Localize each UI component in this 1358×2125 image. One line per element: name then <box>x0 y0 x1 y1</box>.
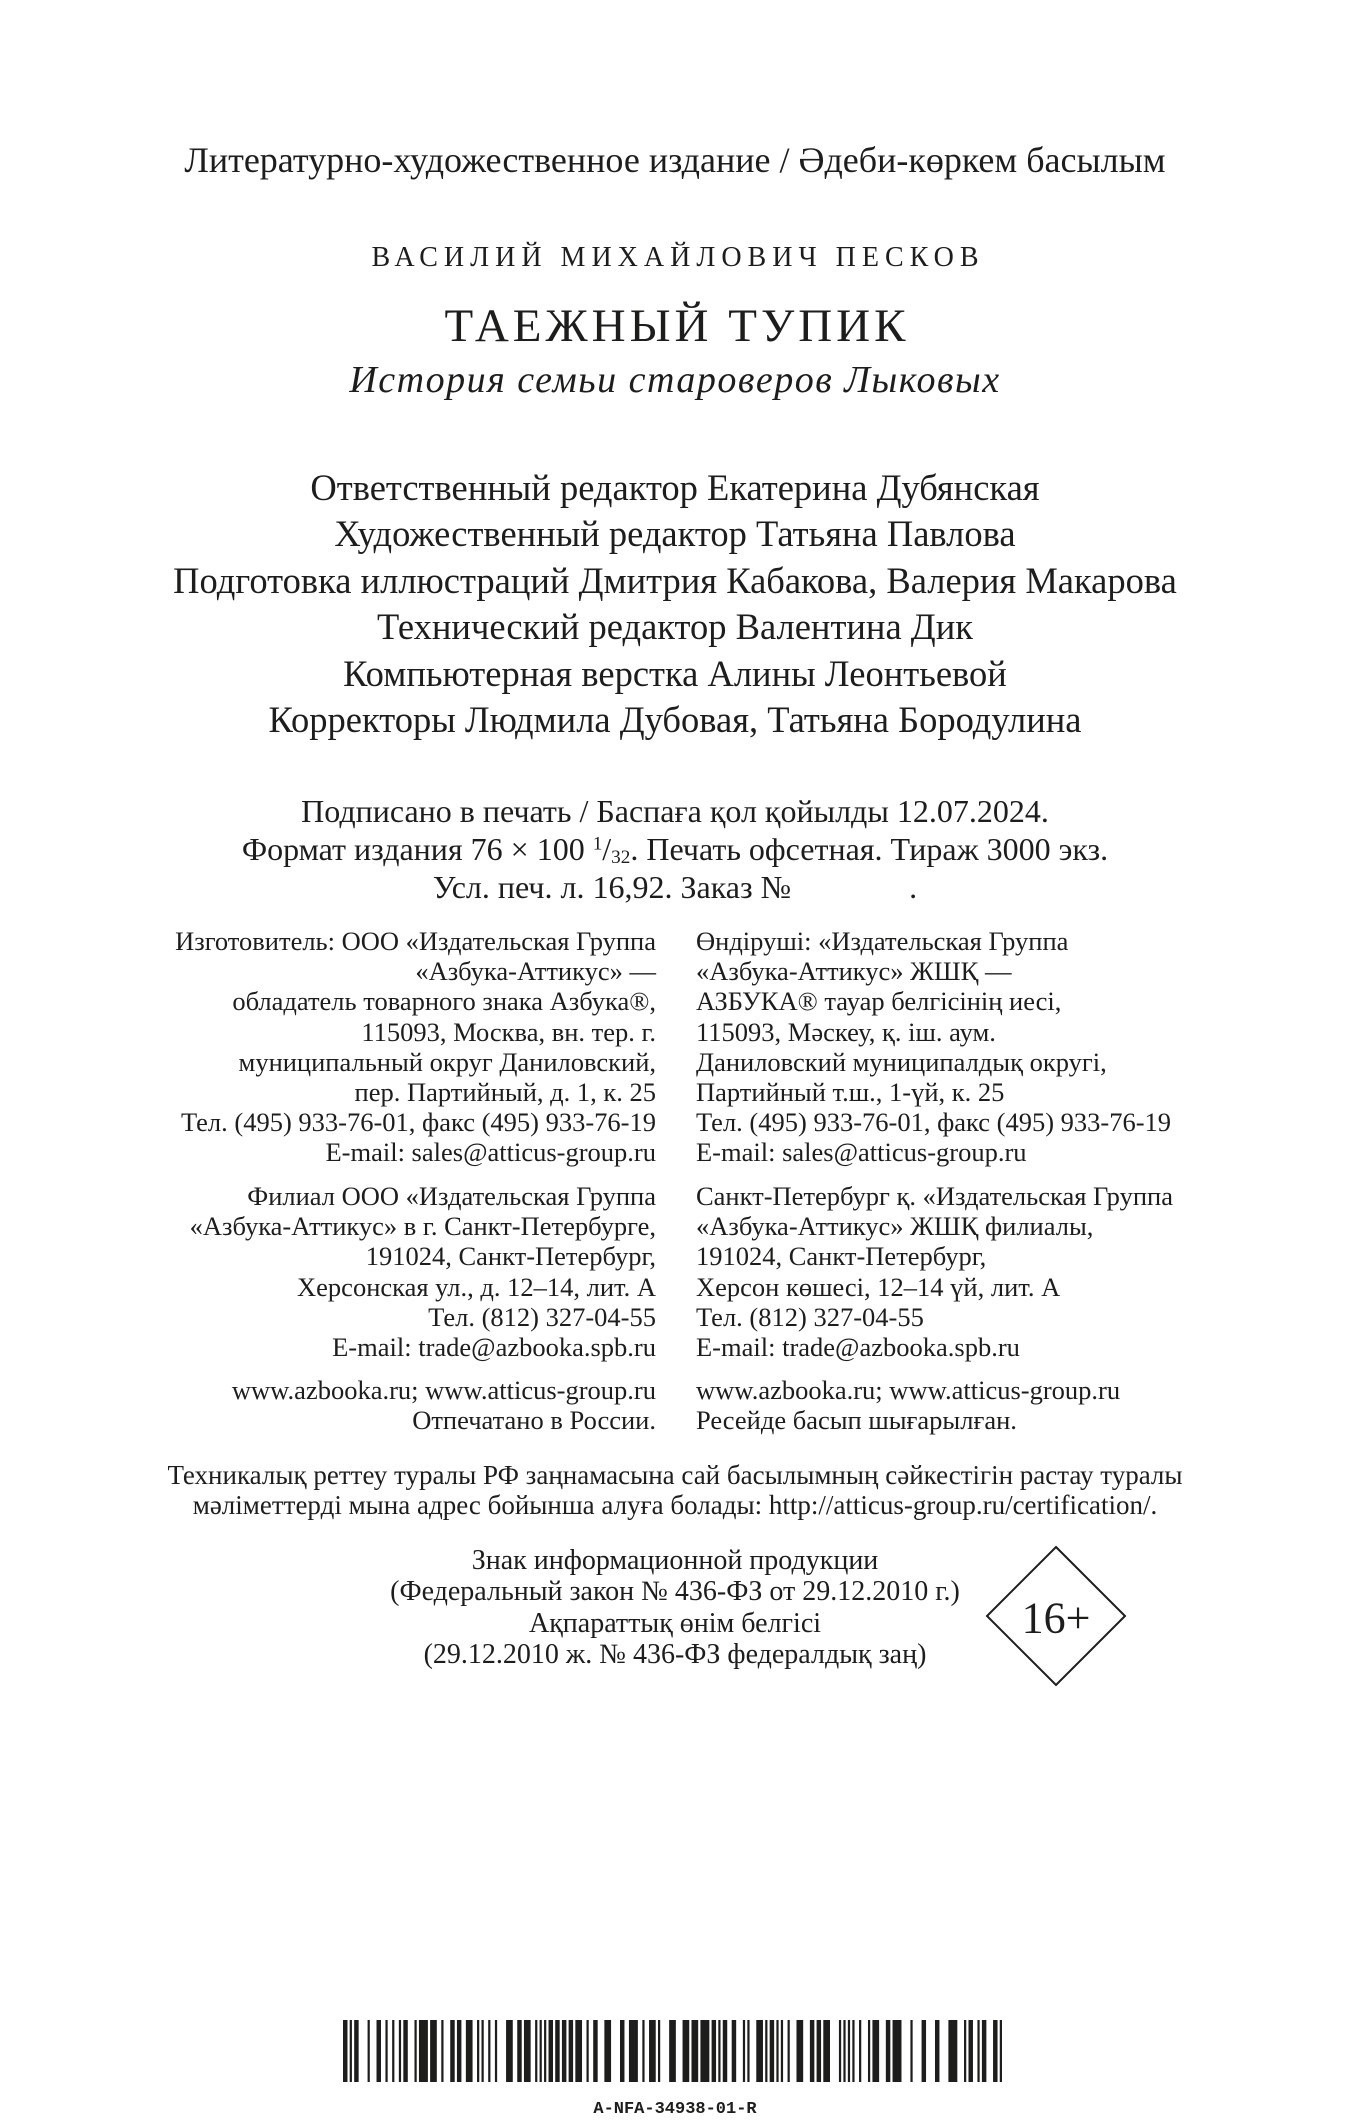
printed-in-ru-line: Отпечатано в России. <box>412 1405 656 1436</box>
branch-kz-line: 191024, Санкт-Петербург, <box>696 1241 987 1272</box>
barcode-bar <box>852 2020 854 2082</box>
websites-kz <box>696 1375 1120 1435</box>
book-title: ТАЕЖНЫЙ ТУПИК <box>444 300 910 352</box>
barcode-bar <box>354 2020 358 2082</box>
barcode-bar <box>506 2020 513 2082</box>
barcode-bar <box>872 2020 879 2082</box>
barcode-bar <box>964 2020 966 2082</box>
branch-ru-line: «Азбука-Аттикус» в г. Санкт-Петербурге, <box>189 1211 656 1242</box>
barcode-bar <box>544 2020 546 2082</box>
barcode-bar <box>788 2020 790 2082</box>
barcode-bar <box>414 2020 416 2082</box>
manufacturer-kz-line: «Азбука-Аттикус» ЖШҚ — <box>696 956 1012 987</box>
barcode-bar <box>810 2020 814 2082</box>
barcode-bar <box>948 2020 957 2082</box>
info-sign-line: (Федеральный закон № 436-ФЗ от 29.12.2010 г.) <box>390 1576 960 1607</box>
age-rating-label: 16+ <box>1021 1593 1091 1643</box>
barcode-bar <box>593 2020 597 2082</box>
manufacturer-ru-line: пер. Партийный, д. 1, к. 25 <box>354 1077 656 1108</box>
info-sign-line: (29.12.2010 ж. № 436-ФЗ федералдық заң) <box>423 1639 927 1670</box>
barcode-bar <box>977 2020 979 2082</box>
manufacturer-ru-line: Тел. (495) 933-76-01, факс (495) 933-76-19 <box>180 1107 656 1138</box>
websites-ru-line: www.azbooka.ru; www.atticus-group.ru <box>231 1375 656 1405</box>
barcode-bar <box>823 2020 830 2082</box>
branch-kz-line: E-mail: trade@azbooka.spb.ru <box>696 1332 1020 1363</box>
format-text: Формат издания 76 × 100 <box>241 830 593 867</box>
barcode-bar <box>732 2020 736 2082</box>
barcode-bar <box>368 2020 370 2082</box>
barcode-bar <box>457 2020 461 2082</box>
barcode-bar <box>604 2020 611 2082</box>
barcode-bar <box>477 2020 479 2082</box>
barcode-bar <box>488 2020 490 2082</box>
manufacturer-ru-line: Изготовитель: ООО «Издательская Группа <box>175 926 656 956</box>
barcode-bar <box>569 2020 573 2082</box>
barcode-bar <box>712 2020 716 2082</box>
barcode-bar <box>649 2020 656 2082</box>
credit-line: Художественный редактор Татьяна Павлова <box>334 513 1016 555</box>
branch-ru <box>190 1181 656 1362</box>
barcode <box>343 2020 1002 2082</box>
barcode-bar <box>848 2020 850 2082</box>
certification-note-line: Техникалық реттеу туралы РФ заңнамасына сай басылымның сәйкестігін растау туралы <box>167 1460 1183 1490</box>
order-end: . <box>909 868 918 905</box>
manufacturer-kz-line: Тел. (495) 933-76-01, факс (495) 933-76-19 <box>696 1107 1172 1138</box>
printed-in-kz-line: Ресейде басып шығарылған. <box>696 1405 1017 1436</box>
branch-kz-line: «Азбука-Аттикус» ЖШҚ филиалы, <box>696 1211 1094 1242</box>
barcode-bar <box>466 2020 473 2082</box>
barcode-bar <box>723 2020 727 2082</box>
branch-ru-line: Филиал ООО «Издательская Группа <box>247 1181 656 1211</box>
barcode-bar <box>495 2020 497 2082</box>
barcode-bar <box>817 2020 821 2082</box>
barcode-bar <box>350 2020 352 2082</box>
websites-ru <box>232 1375 656 1435</box>
book-subtitle: История семьи староверов Лыковых <box>349 359 1001 401</box>
barcode-bar <box>441 2020 443 2082</box>
barcode-bar <box>765 2020 767 2082</box>
barcode-bar <box>562 2020 566 2082</box>
sheets-order-text: Усл. печ. л. 16,92. Заказ № <box>432 868 792 905</box>
manufacturer-ru-line: «Азбука-Аттикус» — <box>415 956 656 987</box>
barcode-bar <box>385 2020 387 2082</box>
barcode-bar <box>419 2020 428 2082</box>
branch-kz-line: Херсон көшесі, 12–14 үй, лит. А <box>696 1271 1061 1302</box>
branch-ru-line: 191024, Санкт-Петербург, <box>365 1241 656 1272</box>
info-product-sign <box>0 1545 1350 1671</box>
manufacturer-kz-line: E-mail: sales@atticus-group.ru <box>696 1137 1027 1168</box>
websites-kz-line: www.azbooka.ru; www.atticus-group.ru <box>696 1375 1121 1405</box>
barcode-bar <box>392 2020 394 2082</box>
credit-line: Технический редактор Валентина Дик <box>377 606 973 648</box>
barcode-bar <box>859 2020 861 2082</box>
branch-kz <box>696 1181 1173 1362</box>
branch-kz-line: Санкт-Петербург қ. «Издательская Группа <box>696 1181 1173 1211</box>
barcode-bar <box>642 2020 644 2082</box>
manufacturer-kz-line: АЗБУКА® тауар белгісінің иесі, <box>696 986 1062 1017</box>
barcode-bar <box>993 2020 997 2082</box>
author-name: ВАСИЛИЙ МИХАЙЛОВИЧ ПЕСКОВ <box>371 242 985 273</box>
barcode-bar <box>982 2020 986 2082</box>
credits-block <box>0 465 1350 743</box>
branch-ru-line: E-mail: trade@azbooka.spb.ru <box>332 1332 656 1363</box>
manufacturer-kz-line: Партийный т.ш., 1-үй, к. 25 <box>696 1077 1005 1108</box>
manufacturer-ru-line: обладатель товарного знака Азбука®, <box>232 986 656 1017</box>
barcode-bar <box>910 2020 912 2082</box>
barcode-bar <box>620 2020 624 2082</box>
format-fraction-slash: / <box>602 830 612 867</box>
manufacturer-kz-line: 115093, Мәскеу, қ. іш. аум. <box>696 1016 996 1047</box>
manufacturer-ru-line: муниципальный округ Даниловский, <box>238 1046 656 1077</box>
barcode-bar <box>893 2020 902 2082</box>
barcode-bar <box>781 2020 783 2082</box>
credit-line: Компьютерная верстка Алины Леонтьевой <box>343 652 1007 694</box>
print-format-line <box>0 831 1350 869</box>
barcode-bar <box>555 2020 559 2082</box>
barcode-bar <box>343 2020 347 2082</box>
barcode-bar <box>549 2020 553 2082</box>
info-sign-line: Ақпараттық өнім белгісі <box>528 1607 822 1639</box>
format-details: . Печать офсетная. Тираж 3000 экз. <box>630 830 1109 867</box>
barcode-bar <box>839 2020 841 2082</box>
barcode-bar <box>770 2020 774 2082</box>
barcode-bar <box>575 2020 582 2082</box>
barcode-bar <box>743 2020 745 2082</box>
info-sign-line: Знак информационной продукции <box>471 1544 879 1576</box>
manufacturer-ru-line: E-mail: sales@atticus-group.ru <box>325 1137 656 1168</box>
edition-type: Литературно-художественное издание / Әдеби-көркем басылым <box>184 140 1166 180</box>
barcode-bar <box>796 2020 803 2082</box>
barcode-bar <box>868 2020 870 2082</box>
barcode-bar <box>658 2020 660 2082</box>
barcode-bar <box>886 2020 890 2082</box>
barcode-bar <box>399 2020 401 2082</box>
barcode-bar <box>691 2020 698 2082</box>
print-details <box>0 793 1350 906</box>
credit-line: Подготовка иллюстраций Дмитрия Кабакова, Валерия Макарова <box>173 559 1177 601</box>
barcode-bar <box>922 2020 926 2082</box>
barcode-bar <box>403 2020 407 2082</box>
credit-line: Ответственный редактор Екатерина Дубянская <box>310 467 1040 508</box>
barcode-bar <box>718 2020 720 2082</box>
manufacturer-kz <box>696 926 1171 1168</box>
branch-ru-line: Херсонская ул., д. 12–14, лит. А <box>297 1271 656 1302</box>
manufacturer-kz-line: Өндіруші: «Издательская Группа <box>696 926 1069 956</box>
format-fraction-denominator: 32 <box>611 846 631 868</box>
branch-ru-line: Тел. (812) 327-04-55 <box>428 1301 656 1332</box>
manufacturer-kz-line: Даниловский муниципалдық округі, <box>696 1046 1107 1077</box>
barcode-bar <box>700 2020 709 2082</box>
format-fraction-numerator: 1 <box>592 833 603 855</box>
certification-note-line: мәліметтерді мына адрес бойынша алуға болады: http://atticus-group.ru/certification/. <box>192 1490 1158 1520</box>
barcode-bar <box>843 2020 845 2082</box>
barcode-bar <box>430 2020 437 2082</box>
print-sheets-order-line <box>0 869 1350 907</box>
barcode-bar <box>524 2020 531 2082</box>
barcode-bar <box>482 2020 484 2082</box>
barcode-bar <box>683 2020 690 2082</box>
barcode-bar <box>450 2020 454 2082</box>
manufacturer-ru <box>175 926 656 1168</box>
barcode-bar <box>629 2020 638 2082</box>
barcode-bar <box>1000 2020 1002 2082</box>
barcode-bar <box>517 2020 521 2082</box>
barcode-bar <box>756 2020 763 2082</box>
barcode-bar <box>935 2020 939 2082</box>
barcode-bar <box>747 2020 749 2082</box>
certification-note <box>0 1460 1350 1520</box>
barcode-bar <box>535 2020 537 2082</box>
manufacturer-ru-line: 115093, Москва, вн. тер. г. <box>361 1016 656 1047</box>
credit-line: Корректоры Людмила Дубовая, Татьяна Бородулина <box>268 699 1082 741</box>
barcode-bar <box>776 2020 778 2082</box>
barcode-bar <box>540 2020 542 2082</box>
barcode-bar <box>968 2020 972 2082</box>
age-rating-badge <box>985 1545 1127 1687</box>
barcode-bar <box>377 2020 381 2082</box>
barcode-code: A-NFA-34938-01-R <box>593 2100 757 2119</box>
barcode-bar <box>669 2020 676 2082</box>
print-signed-line: Подписано в печать / Баспаға қол қойылды 12.07.2024. <box>301 793 1049 829</box>
branch-kz-line: Тел. (812) 327-04-55 <box>696 1301 924 1332</box>
barcode-bar <box>586 2020 588 2082</box>
